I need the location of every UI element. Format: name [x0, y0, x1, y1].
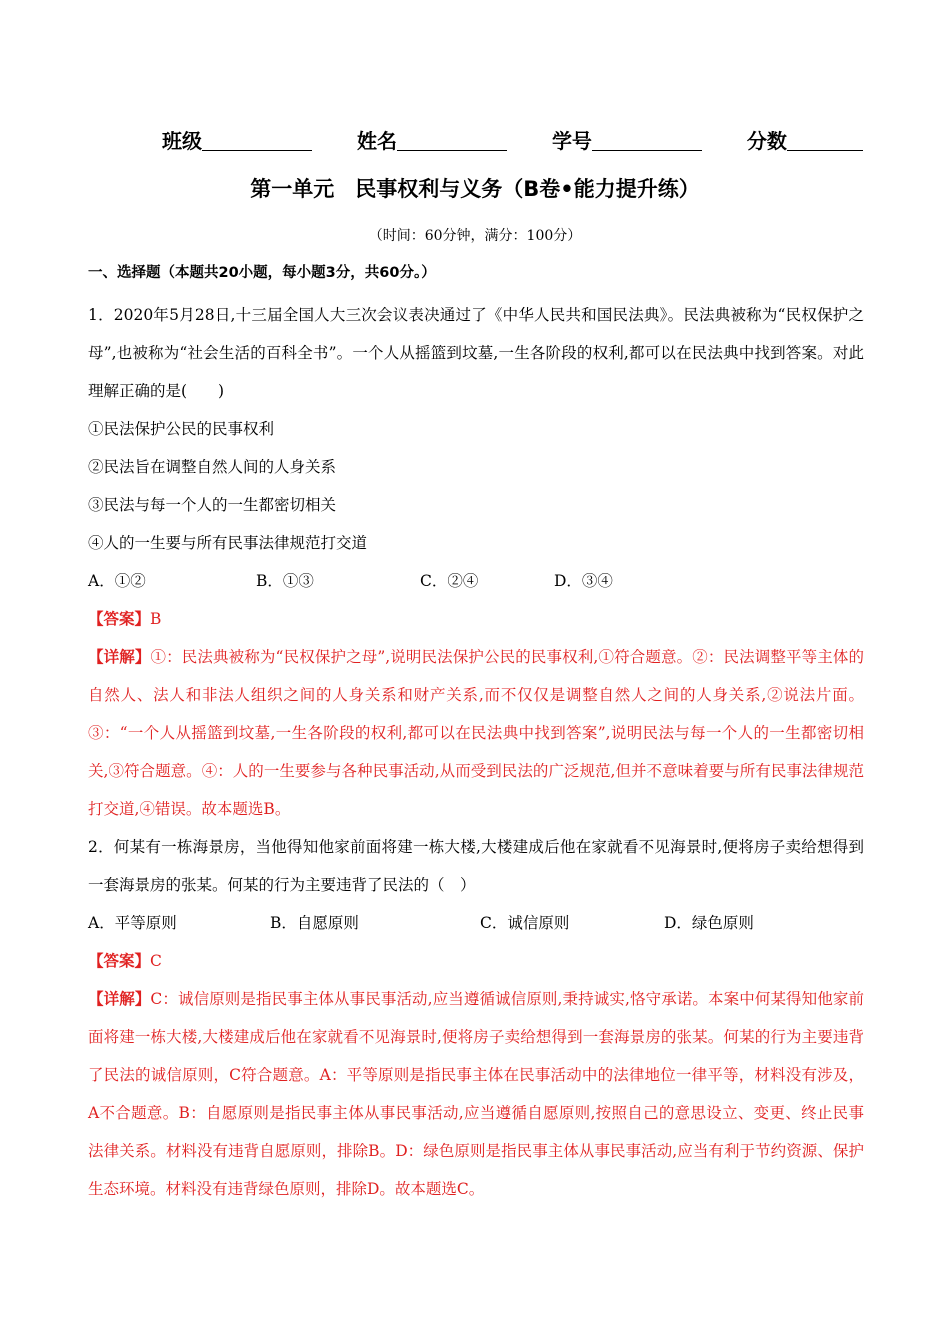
question-content [88, 262, 864, 1208]
id-field [552, 125, 702, 154]
question-1-answer [88, 600, 864, 638]
answer-label: 【答案】 [88, 951, 151, 970]
answer-value: B [150, 610, 162, 628]
class-field [162, 125, 312, 154]
question-1-statement-3: ③民法与每一个人的一生都密切相关 [88, 496, 337, 514]
question-2-answer [88, 942, 864, 980]
class-blank [202, 149, 312, 151]
explanation-label: 【详解】 [88, 647, 151, 666]
question-2-option-b: B．自愿原则 [270, 914, 359, 932]
class-label: 班级 [162, 129, 202, 153]
question-1-option-b: B．①③ [256, 572, 314, 590]
question-2-explanation [88, 980, 864, 1208]
section-heading: 一、选择题（本题共20小题，每小题3分，共60分。） [88, 265, 436, 281]
name-blank [397, 149, 507, 151]
document-title: 第一单元 民事权利与义务（B卷•能力提升练） [250, 177, 700, 201]
id-label: 学号 [551, 129, 592, 153]
id-blank [592, 149, 702, 151]
name-label: 姓名 [356, 129, 397, 153]
question-2-stem: 2．何某有一栋海景房，当他得知他家前面将建一栋大楼,大楼建成后他在家就看不见海景时,便将房子卖给想得到一套海景房的张某。何某的行为主要违背了民法的（ ） [88, 838, 864, 894]
question-2-option-c: C．诚信原则 [480, 914, 570, 932]
document-subtitle: （时间：60分钟，满分：100分） [368, 228, 582, 244]
question-1-option-c: C．②④ [420, 572, 479, 590]
name-field [357, 125, 507, 154]
question-1-statement-1: ①民法保护公民的民事权利 [88, 420, 275, 438]
explanation-label: 【详解】 [88, 989, 151, 1008]
question-1-stem: 1．2020年5月28日,十三届全国人大三次会议表决通过了《中华人民共和国民法典》。民法典被称为“民权保护之母”,也被称为“社会生活的百科全书”。一个人从摇篮到坟墓,一生各阶段的权利,都可以在民法典中找到答案。对此理解正确的是( ) [88, 306, 864, 400]
question-2-option-a: A．平等原则 [88, 914, 177, 932]
answer-label: 【答案】 [88, 609, 151, 628]
explanation-text: ①：民法典被称为“民权保护之母”,说明民法保护公民的民事权利,①符合题意。②：民法调整平等主体的自然人、法人和非法人组织之间的人身关系和财产关系,而不仅仅是调整自然人之间的人身关系,②说法片面。③：“一个人从摇篮到坟墓,一生各阶段的权利,都可以在民法典中找到答案”,说明民法与每一个人的一生都密切相关,③符合题意。④：人的一生要参与各种民事活动,从而受到民法的广泛规范,但并不意味着要与所有民事法律规范打交道,④错误。故本题选B。 [88, 648, 864, 818]
question-1-options [88, 562, 864, 600]
question-1-option-a: A．①② [88, 572, 146, 590]
question-2-options [88, 904, 864, 942]
question-1-statement-4: ④人的一生要与所有民事法律规范打交道 [88, 534, 368, 552]
student-info-fields [162, 125, 872, 154]
question-1-explanation [88, 638, 864, 828]
explanation-text: C：诚信原则是指民事主体从事民事活动,应当遵循诚信原则,秉持诚实,恪守承诺。本案中何某得知他家前面将建一栋大楼,大楼建成后他在家就看不见海景时,便将房子卖给想得到一套海景房的张某。何某的行为主要违背了民法的诚信原则，C符合题意。A：平等原则是指民事主体在民事活动中的法律地位一律平等，材料没有涉及，A不合题意。B：自愿原则是指民事主体从事民事活动,应当遵循自愿原则,按照自己的意思设立、变更、终止民事法律关系。材料没有违背自愿原则，排除B。D：绿色原则是指民事主体从事民事活动,应当有利于节约资源、保护生态环境。材料没有违背绿色原则，排除D。故本题选C。 [88, 990, 864, 1198]
question-1-option-d: D．③④ [554, 572, 613, 590]
question-2-option-d: D．绿色原则 [664, 914, 754, 932]
question-1-statement-2: ②民法旨在调整自然人间的人身关系 [88, 458, 337, 476]
score-field [747, 125, 863, 154]
answer-value: C [150, 952, 162, 970]
score-blank [787, 149, 863, 151]
score-label: 分数 [746, 129, 787, 153]
